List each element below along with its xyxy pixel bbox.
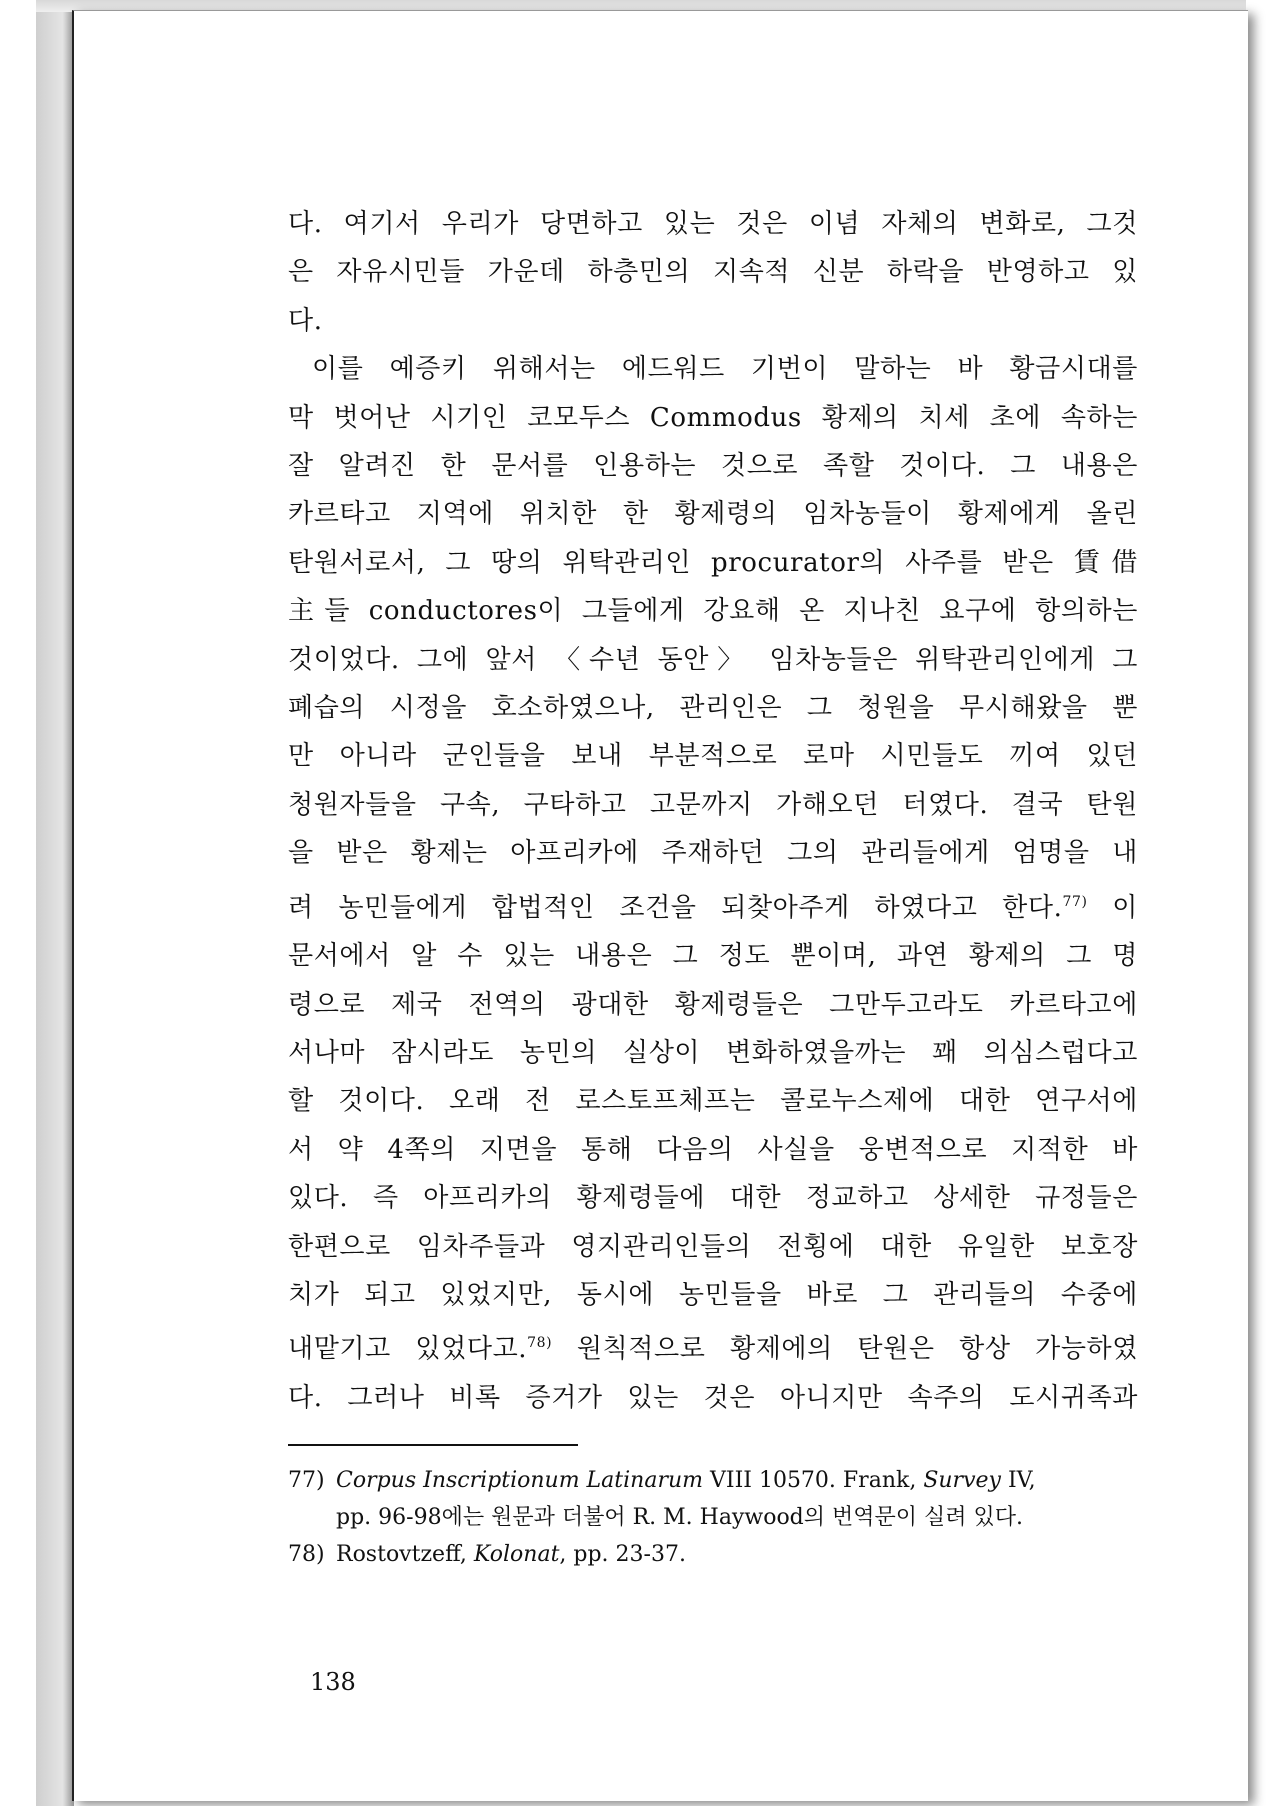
text-line-with-ref	[288, 1319, 1138, 1373]
text-line: 탄원서로서, 그 땅의 위탁관리인 procurator의 사주를 받은 賃借	[288, 547, 1138, 578]
text-line: 령으로 제국 전역의 광대한 황제령들은 그만두고라도 카르타고에	[288, 989, 1138, 1020]
footnote-number: 77)	[288, 1468, 325, 1494]
footnote-divider	[288, 1444, 578, 1446]
text-line: 다.	[288, 305, 323, 336]
footnote-italic: Kolonat	[473, 1542, 560, 1568]
text-line: 문서에서 알 수 있는 내용은 그 정도 뿐이며, 과연 황제의 그 명	[288, 941, 1138, 972]
text-line: 서나마 잠시라도 농민의 실상이 변화하였을까는 꽤 의심스럽다고	[288, 1037, 1138, 1068]
text-line: 잘 알려진 한 문서를 인용하는 것으로 족할 것이다. 그 내용은	[288, 451, 1138, 482]
page-content	[288, 200, 1138, 1573]
footnote-continuation: pp. 96-98에는 원문과 더불어 R. M. Haywood의 번역문이 실려 있다.	[336, 1505, 1024, 1531]
text-line: 한편으로 임차주들과 영지관리인들의 전횡에 대한 유일한 보호장	[288, 1231, 1138, 1262]
footnote-text: IV,	[1000, 1468, 1036, 1494]
text-line: 을 받은 황제는 아프리카에 주재하던 그의 관리들에게 엄명을 내	[288, 838, 1138, 869]
text-line: 서 약 4쪽의 지면을 통해 다음의 사실을 웅변적으로 지적한 바	[288, 1134, 1138, 1165]
text-segment: 이	[1112, 892, 1138, 923]
footnote-number: 78)	[288, 1542, 325, 1568]
footnote-italic: Survey	[923, 1468, 1001, 1494]
footnote-78	[288, 1536, 1138, 1573]
text-line: 막 벗어난 시기인 코모두스 Commodus 황제의 치세 초에 속하는	[288, 402, 1138, 433]
text-line: 치가 되고 있었지만, 동시에 농민들을 바로 그 관리들의 수중에	[288, 1279, 1138, 1310]
text-line: 카르타고 지역에 위치한 한 황제령의 임차농들이 황제에게 올린	[288, 499, 1138, 530]
text-line: 은 자유시민들 가운데 하층민의 지속적 신분 하락을 반영하고 있	[288, 257, 1138, 288]
footnote-text: , pp. 23-37.	[559, 1542, 686, 1568]
text-line: 있다. 즉 아프리카의 황제령들에 대한 정교하고 상세한 규정들은	[288, 1183, 1138, 1214]
text-line: 다. 여기서 우리가 당면하고 있는 것은 이념 자체의 변화로, 그것	[288, 209, 1138, 239]
text-line: 다. 그러나 비록 증거가 있는 것은 아니지만 속주의 도시귀족과	[288, 1382, 1138, 1413]
text-line: 폐습의 시정을 호소하였으나, 관리인은 그 청원을 무시해왔을 뿐	[288, 693, 1138, 724]
text-segment: 내맡기고 있었다고.	[288, 1334, 528, 1365]
footnote-ref-77[interactable]: 77)	[1062, 893, 1088, 910]
text-line: 것이었다. 그에 앞서 〈수년 동안〉 임차농들은 위탁관리인에게 그	[288, 644, 1138, 675]
footnote-italic: Corpus Inscriptionum Latinarum	[336, 1468, 703, 1494]
footnote-text: Rostovtzeff,	[336, 1542, 474, 1568]
text-segment: 원칙적으로 황제에의 탄원은 항상 가능하였	[576, 1334, 1138, 1365]
footnote-77	[288, 1462, 1138, 1536]
text-line: 主들 conductores이 그들에게 강요해 온 지나친 요구에 항의하는	[288, 596, 1138, 627]
text-segment: 려 농민들에게 합법적인 조건을 되찾아주게 하였다고 한다.	[288, 892, 1063, 923]
text-line-with-ref	[288, 878, 1138, 932]
book-edge	[36, 0, 74, 1806]
body-text	[288, 200, 1138, 1422]
text-line: 할 것이다. 오래 전 로스토프체프는 콜로누스제에 대한 연구서에	[288, 1086, 1138, 1117]
footnote-text: VIII 10570. Frank,	[703, 1468, 924, 1494]
text-line: 이를 예증키 위해서는 에드워드 기번이 말하는 바 황금시대를	[312, 354, 1138, 385]
footnote-ref-78[interactable]: 78)	[527, 1335, 553, 1352]
page-number: 138	[310, 1668, 356, 1696]
text-line: 만 아니라 군인들을 보내 부분적으로 로마 시민들도 끼여 있던	[288, 741, 1138, 772]
text-line: 청원자들을 구속, 구타하고 고문까지 가해오던 터였다. 결국 탄원	[288, 789, 1138, 820]
